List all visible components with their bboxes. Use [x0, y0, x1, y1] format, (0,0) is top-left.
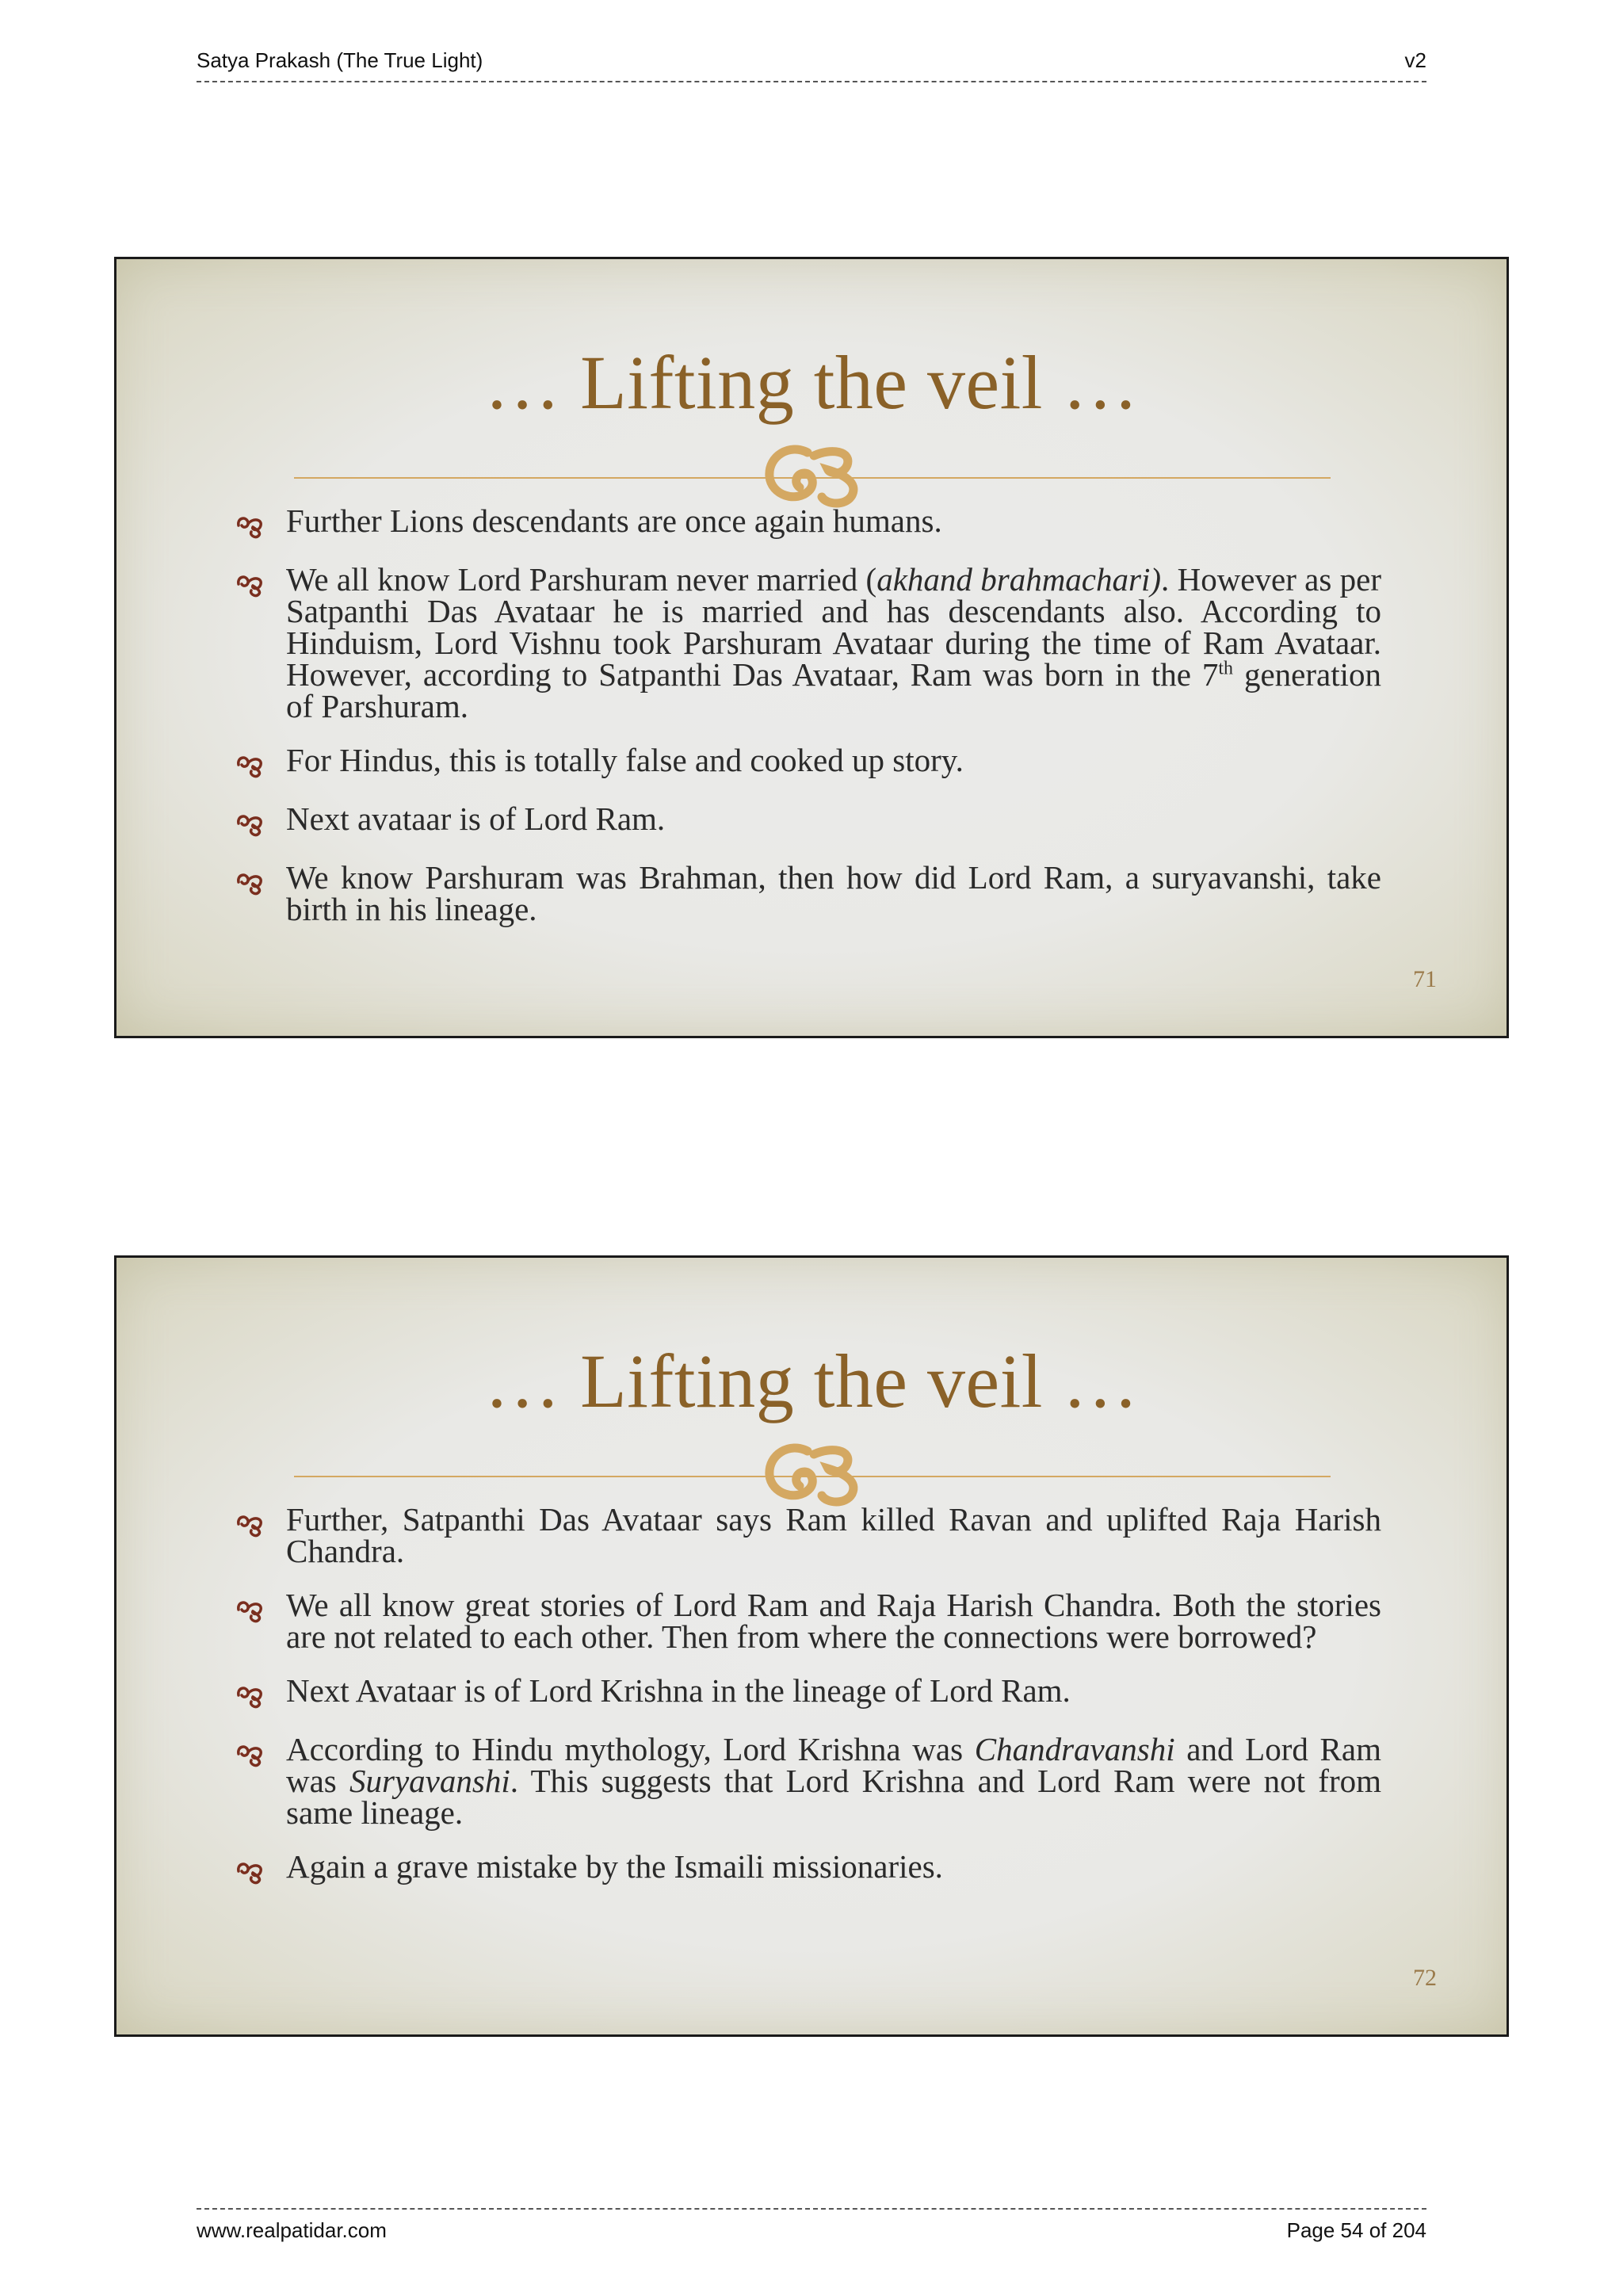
- page-number: Page 54 of 204: [1286, 2218, 1426, 2242]
- bullet-text-segment: akhand brahmachari): [876, 561, 1162, 598]
- bullet-item: [234, 800, 1505, 839]
- bullet-text-segment: Again a grave mistake by the Ismaili missionaries.: [286, 1848, 943, 1885]
- ornamental-scroll-bullet-icon: [234, 1855, 265, 1887]
- bullet-text-segment: Next Avataar is of Lord Krishna in the lineage of Lord Ram.: [286, 1672, 1071, 1709]
- slide-title: … Lifting the veil …: [484, 340, 1139, 425]
- bullet-text-segment: We all know Lord Parshuram never married (: [286, 561, 877, 598]
- bullet-text: [286, 744, 1381, 776]
- page-footer: [197, 2203, 1426, 2246]
- slide-72: [114, 1255, 1509, 2037]
- bullet-text-segment: We all know great stories of Lord Ram and Raja Harish Chandra. Both the stories are not related to each other. Then from where the connections were borrowed?: [286, 1587, 1381, 1655]
- ornamental-scroll-bullet-icon: [234, 866, 265, 898]
- ornamental-scroll-bullet-icon: [234, 1679, 265, 1711]
- bullet-list: [234, 1503, 1505, 1909]
- footer-divider: [197, 2208, 1426, 2210]
- bullet-text: [286, 800, 1381, 837]
- bullet-text-segment: For Hindus, this is totally false and cooked up story.: [286, 742, 964, 778]
- bullet-text: [286, 1503, 1381, 1567]
- slide-71: [114, 257, 1509, 1038]
- bullet-text-segment: We know Parshuram was Brahman, then how did Lord Ram, a suryavanshi, take birth in his lineage.: [286, 859, 1381, 927]
- bullet-item: [234, 1587, 1505, 1655]
- bullet-text-segment: Further, Satpanthi Das Avataar says Ram killed Ravan and uplifted Raja Harish Chandra.: [286, 1501, 1381, 1569]
- bullet-item: [234, 1672, 1505, 1711]
- slide-number: 71: [1413, 966, 1437, 992]
- bullet-text-segment: th: [1218, 658, 1234, 679]
- document-title: Satya Prakash (The True Light): [197, 48, 483, 72]
- ornamental-scroll-bullet-icon: [234, 1594, 265, 1626]
- bullet-text-segment: Next avataar is of Lord Ram.: [286, 800, 666, 837]
- bullet-item: [234, 563, 1505, 722]
- bullet-item: [234, 1848, 1505, 1887]
- bullet-item: [234, 1503, 1505, 1567]
- bullet-text: [286, 1672, 1381, 1709]
- slide-title: … Lifting the veil …: [484, 1339, 1139, 1423]
- website-link[interactable]: www.realpatidar.com: [197, 2218, 387, 2242]
- ornamental-scroll-bullet-icon: [234, 1508, 265, 1540]
- bullet-text: [286, 1848, 1381, 1885]
- flourish-ornament-icon: [758, 438, 869, 510]
- ornamental-scroll-bullet-icon: [234, 749, 265, 781]
- bullet-text-segment: . This suggests that Lord Krishna and Lord Ram were not from same lineage.: [286, 1763, 1382, 1831]
- ornamental-scroll-bullet-icon: [234, 808, 265, 839]
- bullet-text: [286, 1587, 1381, 1655]
- bullet-text: [286, 1731, 1382, 1831]
- document-version: v2: [1404, 48, 1426, 72]
- bullet-text-segment: Further Lions descendants are once again humans.: [286, 502, 942, 539]
- bullet-text: [286, 563, 1381, 722]
- page-header: [197, 44, 1426, 87]
- ornamental-scroll-bullet-icon: [234, 510, 265, 541]
- bullet-text-segment: Suryavanshi: [349, 1763, 510, 1799]
- bullet-text-segment: generation of Parshuram.: [286, 656, 1382, 724]
- bullet-item: [234, 744, 1505, 781]
- bullet-text-segment: According to Hindu mythology, Lord Krishna was: [286, 1731, 975, 1767]
- header-divider: [197, 81, 1426, 82]
- ornamental-scroll-bullet-icon: [234, 568, 265, 600]
- bullet-list: [234, 502, 1505, 947]
- ornamental-scroll-bullet-icon: [234, 1738, 265, 1770]
- bullet-text-segment: Chandravanshi: [974, 1731, 1175, 1767]
- bullet-item: [234, 861, 1505, 925]
- bullet-item: [234, 502, 1505, 541]
- slide-number: 72: [1413, 1965, 1437, 1991]
- bullet-text-segment: and Lord Ram was: [286, 1731, 1381, 1799]
- flourish-ornament-icon: [758, 1437, 869, 1508]
- bullet-text: [286, 502, 1381, 539]
- bullet-item: [234, 1731, 1505, 1831]
- bullet-text: [286, 861, 1381, 925]
- bullet-text-segment: . However as per Satpanthi Das Avataar he is married and has descendants also. According to Hinduism, Lord Vishnu took Parshuram Avataar during the time of Ram Avataar. However, according to Satpanthi Das Avataar, Ram was born in the 7: [286, 561, 1382, 693]
